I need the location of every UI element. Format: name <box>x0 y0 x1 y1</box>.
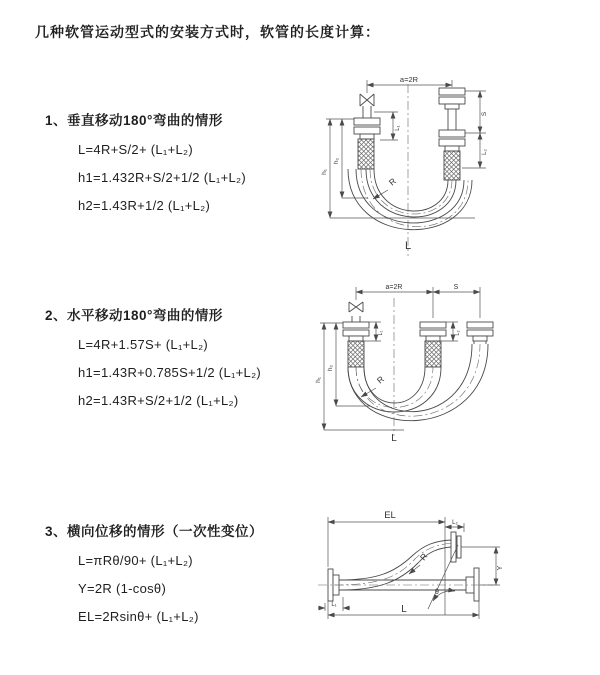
left-pipe-assembly <box>354 106 380 169</box>
section-1-formula-h1: h1=1.432R+S/2+1/2 (L₁+L₂) <box>78 170 246 185</box>
right-pipe-assembly <box>439 88 465 180</box>
dim-l1 <box>318 597 350 611</box>
svg-text:a=2R: a=2R <box>399 75 419 84</box>
section-2-heading: 2、水平移动180°弯曲的情形 <box>45 308 223 323</box>
svg-text:Y: Y <box>497 565 504 571</box>
section-2-formula-h2: h2=1.43R+S/2+1/2 (L₁+L₂) <box>78 393 239 408</box>
svg-text:h₂: h₂ <box>333 157 340 165</box>
section-3-formula-L: L=πRθ/90+ (L₁+L₂) <box>78 553 193 568</box>
diagram-lateral-displacement <box>298 497 598 647</box>
svg-text:L₁: L₁ <box>395 125 401 131</box>
page-title: 几种软管运动型式的安装方式时，软管的长度计算： <box>35 24 380 40</box>
section-3-formula-Y: Y=2R (1-cosθ) <box>78 581 167 596</box>
radius-callout <box>373 176 398 199</box>
radius-callout <box>409 551 429 574</box>
left-pipe-assembly <box>343 322 369 367</box>
svg-text:L₁: L₁ <box>331 602 337 608</box>
dim-l1 <box>374 112 401 140</box>
svg-text:S: S <box>453 284 459 291</box>
section-3 <box>45 517 263 631</box>
section-2-formula-h1: h1=1.43R+0.785S+1/2 (L₁+L₂) <box>78 365 262 380</box>
svg-text:R: R <box>386 175 398 188</box>
hose-curves <box>348 344 488 421</box>
svg-text:h₁: h₁ <box>321 169 328 175</box>
straight-pipe <box>339 568 479 601</box>
length-label: L <box>404 240 412 252</box>
dim-el <box>328 510 445 615</box>
section-3-formula-EL: EL=2Rsinθ+ (L₁+L₂) <box>78 609 199 624</box>
svg-text:L₁: L₁ <box>378 330 384 336</box>
dim-s <box>433 284 480 292</box>
svg-text:θ: θ <box>435 589 439 596</box>
section-2-formula-L: L=4R+1.57S+ (L₁+L₂) <box>78 337 209 352</box>
dim-l2 <box>445 520 464 532</box>
svg-text:h₂: h₂ <box>327 364 334 372</box>
valve-icon <box>349 302 363 322</box>
svg-text:S: S <box>481 111 488 117</box>
dim-s <box>465 91 488 133</box>
svg-text:L: L <box>401 604 407 615</box>
diagram-horizontal-180-bend <box>308 278 598 448</box>
section-2 <box>45 301 261 415</box>
svg-text:a=2R: a=2R <box>385 284 403 291</box>
valve-icon <box>360 94 374 106</box>
section-1-heading: 1、垂直移动180°弯曲的情形 <box>45 113 223 128</box>
angle-theta <box>428 545 458 609</box>
section-3-heading: 3、横向位移的情形（一次性变位） <box>45 524 264 539</box>
svg-text:L₂: L₂ <box>452 520 458 526</box>
length-label: L <box>391 433 397 444</box>
dim-l2 <box>462 133 488 168</box>
section-1 <box>45 106 246 220</box>
svg-text:L₂: L₂ <box>482 149 488 155</box>
svg-text:h₁: h₁ <box>315 377 322 383</box>
section-1-formula-h2: h2=1.43R+1/2 (L₁+L₂) <box>78 198 211 213</box>
hose-s-curve <box>334 540 454 590</box>
middle-pipe-assembly <box>420 322 446 367</box>
svg-text:L₂: L₂ <box>455 330 461 336</box>
section-1-formula-L: L=4R+S/2+ (L₁+L₂) <box>78 142 193 157</box>
svg-text:EL: EL <box>384 510 396 521</box>
right-pipe-assembly <box>467 322 493 344</box>
dim-l <box>328 601 479 619</box>
svg-text:R: R <box>417 551 430 563</box>
dim-a2r <box>356 284 480 318</box>
diagram-vertical-180-bend <box>312 68 592 263</box>
svg-text:R: R <box>374 373 386 386</box>
